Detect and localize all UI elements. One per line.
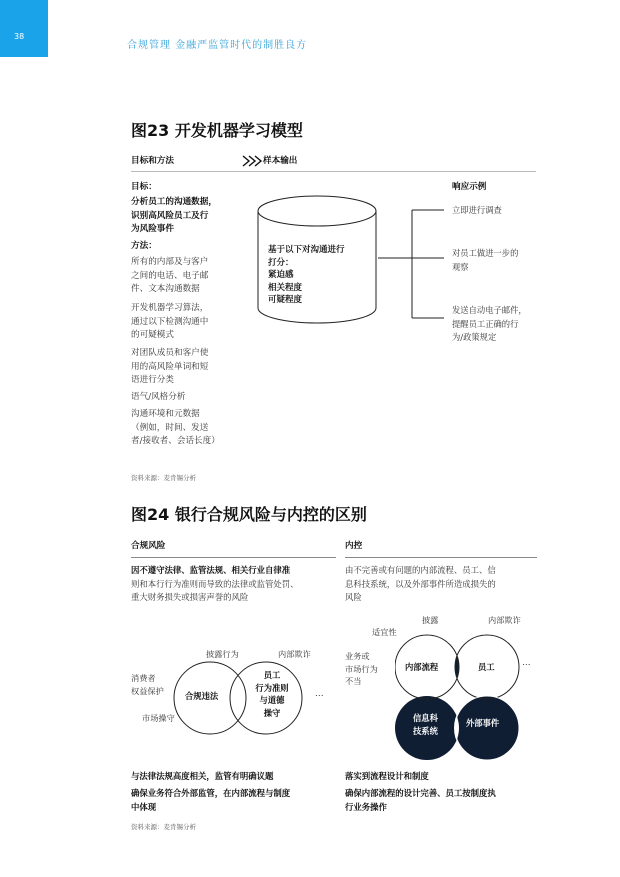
double-chevron-icon: [241, 155, 265, 167]
venn-employee-conduct-label: 员工 行为准则 与道德 操守: [255, 670, 289, 718]
fig23-source: 资料来源：麦肯锡分析: [131, 474, 196, 482]
fig24-right-footer1: 落实到流程设计和制度: [345, 771, 429, 781]
fig24-left-header: 合规风险: [131, 541, 166, 551]
label-market-conduct: 市场操守: [142, 713, 175, 723]
fig24-right-desc: 由不完善或有问题的内部流程、员工、信 息科技系统，以及外部事件所造成损失的 风险: [345, 565, 496, 602]
fig24-left-divider: [131, 557, 336, 558]
label-business-misconduct: 业务或 市场行为 不当: [345, 651, 378, 686]
fig23-method-p3: 对团队成员和客户使 用的高风险单词和短 语进行分类: [131, 348, 209, 385]
fig24-right-header: 内控: [345, 541, 363, 551]
fig23-method-p1: 所有的内部及与客户 之间的电话、电子邮 件、文本沟通数据: [131, 257, 209, 294]
venn-compliance-label: 合规违法: [185, 691, 219, 701]
figure24-title: 图24 银行合规风险与内控的区别: [131, 505, 367, 524]
page-number-tab: [0, 0, 48, 57]
cylinder-text: 基于以下对沟通进行 打分： 紧迫感 相关程度 可疑程度: [268, 245, 345, 305]
fig24-right-footer2: 确保内部流程的设计完善、员工按制度执 行业务操作: [345, 788, 496, 812]
fig23-col2-header: 样本输出: [263, 156, 298, 166]
fig23-header-divider: [131, 171, 536, 172]
label-internal-fraud-left: 内部欺诈: [278, 649, 311, 659]
running-header: 合规管理 金融严监管时代的制胜良方: [127, 40, 308, 51]
fig23-method-label: 方法：: [131, 241, 157, 251]
response-item-1: 立即进行调查: [452, 205, 502, 215]
response-item-2: 对员工做进一步的 观察: [452, 248, 519, 272]
label-exposure-behavior: 披露行为: [206, 649, 239, 659]
fig23-response-header: 响应示例: [452, 182, 487, 192]
fig23-goal-label: 目标：: [131, 182, 157, 192]
venn-staff-label: 员工: [478, 662, 495, 672]
label-exposure: 披露: [422, 615, 439, 625]
right-venn-diagram: [395, 630, 525, 765]
connector-bracket: [378, 200, 448, 330]
fig24-source: 资料来源：麦肯锡分析: [131, 823, 196, 831]
label-suitability: 适宜性: [372, 627, 397, 637]
label-internal-fraud-right: 内部欺诈: [488, 615, 521, 625]
label-more-left: …: [315, 689, 324, 699]
fig23-method-p2: 开发机器学习算法， 通过以下检测沟通中 的可疑模式: [131, 303, 209, 340]
fig23-goal-text: 分析员工的沟通数据， 识别高风险员工及行 为风险事件: [131, 197, 217, 234]
label-more-right: …: [522, 658, 531, 668]
fig23-col1-header: 目标和方法: [131, 156, 174, 166]
page-number: 38: [14, 32, 25, 41]
venn-internal-process-label: 内部流程: [405, 662, 439, 672]
fig24-left-footer1: 与法律法规高度相关，监管有明确议题: [131, 771, 274, 781]
label-consumer-protection: 消费者 权益保护: [131, 673, 164, 696]
venn-it-system-label: 信息科 技系统: [413, 713, 438, 736]
fig23-method-p4: 语气/风格分析: [131, 392, 186, 402]
fig24-left-desc: 因不遵守法律、监管法规、相关行业自律准 则和本行行为准则而导致的法律或监管处罚、 重大财务损失或损害声誉的风险: [131, 565, 299, 602]
fig23-method-p5: 沟通环境和元数据 （例如，时间、发送 者/接收者、会话长度）: [131, 409, 220, 446]
fig24-left-footer2: 确保业务符合外部监管，在内部流程与制度 中体现: [131, 788, 291, 812]
figure23-title: 图23 开发机器学习模型: [131, 121, 303, 140]
response-item-3: 发送自动电子邮件， 提醒员工正确的行 为/政策规定: [452, 305, 527, 342]
venn-external-event-label: 外部事件: [466, 718, 500, 728]
fig24-right-divider: [345, 557, 537, 558]
